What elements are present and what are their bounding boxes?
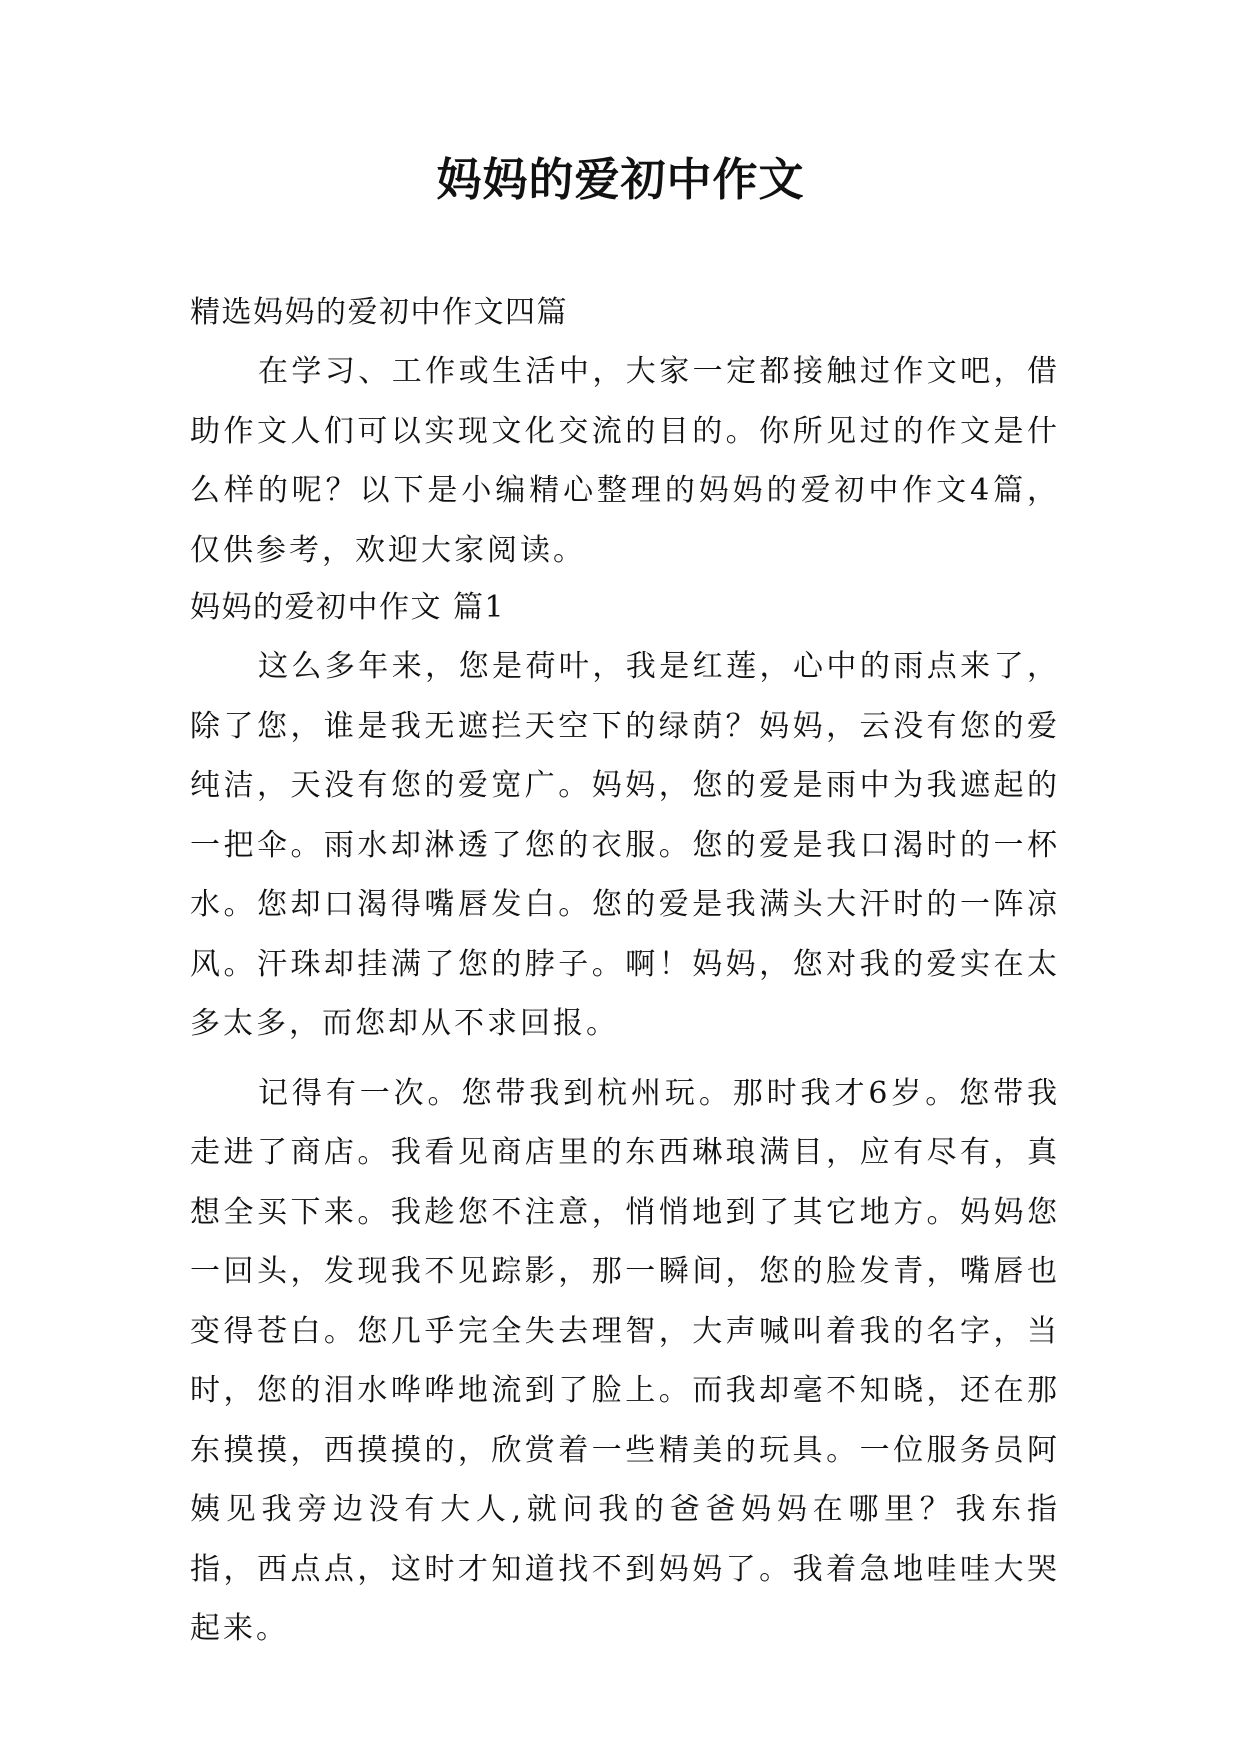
body-paragraph-1: 这么多年来，您是荷叶，我是红莲，心中的雨点来了，除了您，谁是我无遮拦天空下的绿荫？妈妈，云没有您的爱纯洁，天没有您的爱宽广。妈妈，您的爱是雨中为我遮起的一把伞。雨水却淋透了您的衣服。您的爱是我口渴时的一杯水。您却口渴得嘴唇发白。您的爱是我满头大汗时的一阵凉风。汗珠却挂满了您的脖子。啊！妈妈，您对我的爱实在太多太多，而您却从不求回报。 bbox=[190, 649, 1060, 1041]
document-body bbox=[190, 291, 1060, 1659]
document-title: 妈妈的爱初中作文 bbox=[436, 153, 805, 206]
intro-paragraph: 在学习、工作或生活中，大家一定都接触过作文吧，借助作文人们可以实现文化交流的目的。你所见过的作文是什么样的呢？以下是小编精心整理的妈妈的爱初中作文4篇，仅供参考，欢迎大家阅读。 bbox=[190, 354, 1060, 568]
paragraph-gap bbox=[190, 1054, 1060, 1064]
document-subtitle: 精选妈妈的爱初中作文四篇 bbox=[190, 295, 568, 330]
body-paragraph-2: 记得有一次。您带我到杭州玩。那时我才6岁。您带我走进了商店。我看见商店里的东西琳琅满目，应有尽有，真想全买下来。我趁您不注意，悄悄地到了其它地方。妈妈您一回头，发现我不见踪影，那一瞬间，您的脸发青，嘴唇也变得苍白。您几乎完全失去理智，大声喊叫着我的名字，当时，您的泪水哗哗地流到了脸上。而我却毫不知晓，还在那东摸摸，西摸摸的，欣赏着一些精美的玩具。一位服务员阿姨见我旁边没有大人,就问我的爸爸妈妈在哪里？我东指指，西点点，这时才知道找不到妈妈了。我着急地哇哇大哭起来。 bbox=[190, 1075, 1060, 1646]
section-heading: 妈妈的爱初中作文 篇1 bbox=[190, 590, 506, 625]
